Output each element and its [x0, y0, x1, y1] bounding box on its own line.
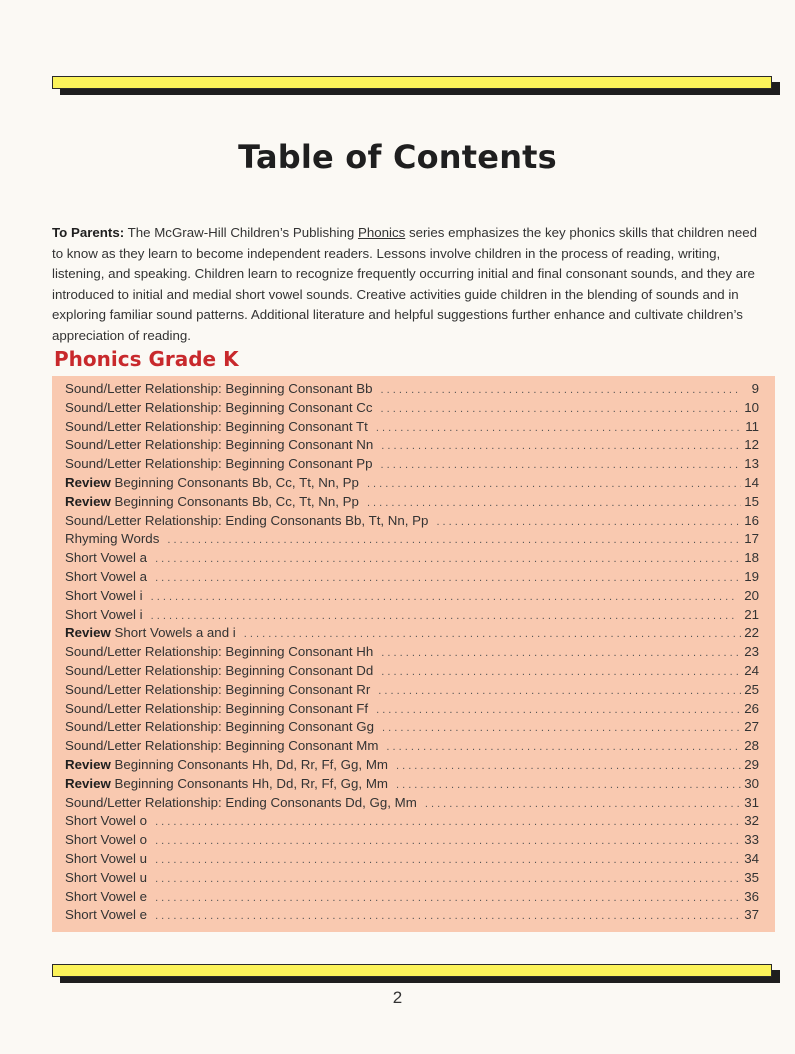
toc-entry-title — [65, 813, 147, 828]
toc-entry-text: Short Vowel e — [65, 888, 148, 904]
toc-entry — [65, 607, 759, 626]
toc-leader-dots — [378, 685, 741, 697]
toc-entry — [65, 475, 759, 494]
top-accent-bar — [52, 76, 772, 89]
toc-entry-title — [65, 494, 359, 509]
toc-entry-text: Short Vowel u — [65, 869, 148, 885]
toc-entry-text: Short Vowel a — [65, 550, 148, 566]
toc-entry-page: 23 — [744, 644, 759, 660]
toc-entry-title — [65, 625, 236, 640]
toc-entry-text: Rhyming Words — [65, 531, 160, 547]
toc-entry-page: 30 — [744, 775, 759, 791]
toc-entry-page: 19 — [744, 568, 759, 584]
toc-entry-page: 35 — [744, 869, 759, 885]
toc-entry-title — [65, 513, 428, 528]
toc-entry-text: Beginning Consonants Hh, Dd, Rr, Ff, Gg, Mm — [110, 756, 388, 772]
toc-entry-page: 34 — [744, 850, 759, 866]
toc-entry-page: 14 — [744, 474, 759, 490]
toc-entry-text: Short Vowels a and i — [110, 625, 236, 641]
toc-entry-review-label: Review — [65, 493, 111, 509]
toc-leader-dots — [376, 704, 741, 716]
toc-leader-dots — [381, 647, 741, 659]
toc-entry-page: 31 — [744, 794, 759, 810]
toc-entry — [65, 381, 759, 400]
toc-entry-page: 25 — [744, 681, 759, 697]
toc-leader-dots — [396, 760, 741, 772]
toc-entry-page: 26 — [744, 700, 759, 716]
toc-entry-text: Sound/Letter Relationship: Beginning Consonant Tt — [65, 418, 368, 434]
toc-entry-page: 37 — [744, 907, 759, 923]
bottom-accent-bar — [52, 964, 772, 977]
toc-entry — [65, 701, 759, 720]
toc-leader-dots — [425, 798, 741, 810]
toc-entry-title — [65, 870, 147, 885]
toc-entry-text: Sound/Letter Relationship: Ending Consonants Bb, Tt, Nn, Pp — [65, 512, 429, 528]
toc-leader-dots — [381, 403, 742, 415]
toc-entry-text: Short Vowel i — [65, 606, 143, 622]
toc-entry-page: 12 — [744, 437, 759, 453]
toc-leader-dots — [386, 741, 741, 753]
toc-leader-dots — [381, 440, 741, 452]
toc-entry-title — [65, 419, 368, 434]
toc-leader-dots — [155, 572, 741, 584]
toc-entry-text: Short Vowel o — [65, 832, 148, 848]
toc-entry — [65, 795, 759, 814]
toc-entry-text: Sound/Letter Relationship: Beginning Consonant Ff — [65, 700, 369, 716]
phonics-series-title: Phonics — [357, 225, 406, 241]
intro-text-before-link: The McGraw-Hill Children’s Publishing — [124, 225, 358, 241]
toc-entry-page: 20 — [744, 587, 759, 603]
toc-entry-page: 21 — [744, 606, 759, 622]
toc-entry-page: 10 — [744, 399, 759, 415]
toc-entry — [65, 550, 759, 569]
toc-entry-page: 9 — [751, 381, 759, 396]
toc-entry-title — [65, 588, 143, 603]
toc-entry — [65, 870, 759, 889]
toc-entry-title — [65, 644, 373, 659]
toc-entry-text: Short Vowel u — [65, 850, 148, 866]
toc-entry-title — [65, 701, 368, 716]
toc-entry-page: 27 — [744, 719, 759, 735]
toc-entry — [65, 588, 759, 607]
toc-entry-text: Short Vowel e — [65, 907, 148, 923]
toc-entry-page: 28 — [744, 738, 759, 754]
toc-entry-title — [65, 475, 359, 490]
toc-entry-title — [65, 776, 388, 791]
toc-entry-page: 18 — [744, 550, 759, 566]
toc-entry — [65, 776, 759, 795]
toc-leader-dots — [381, 459, 742, 471]
toc-entry — [65, 738, 759, 757]
toc-entry-title — [65, 832, 147, 847]
toc-list — [52, 376, 775, 932]
toc-entry-title — [65, 437, 373, 452]
toc-entry — [65, 513, 759, 532]
toc-entry-title — [65, 663, 373, 678]
toc-entry-title — [65, 456, 373, 471]
toc-entry — [65, 569, 759, 588]
toc-entry — [65, 682, 759, 701]
toc-entry-title — [65, 719, 374, 734]
toc-leader-dots — [381, 384, 742, 396]
toc-entry-page: 17 — [744, 531, 759, 547]
toc-entry-text: Sound/Letter Relationship: Beginning Consonant Bb — [65, 381, 373, 396]
toc-entry-title — [65, 795, 417, 810]
toc-entry-page: 16 — [744, 512, 759, 528]
toc-entry — [65, 889, 759, 908]
toc-leader-dots — [155, 816, 741, 828]
toc-entry-title — [65, 381, 373, 396]
toc-entry-text: Sound/Letter Relationship: Beginning Consonant Rr — [65, 681, 371, 697]
toc-leader-dots — [367, 478, 741, 490]
toc-entry-text: Beginning Consonants Hh, Dd, Rr, Ff, Gg, Mm — [110, 775, 388, 791]
toc-entry-text: Sound/Letter Relationship: Beginning Consonant Cc — [65, 399, 373, 415]
toc-entry-review-label: Review — [65, 474, 111, 490]
toc-leader-dots — [381, 666, 741, 678]
intro-paragraph — [52, 223, 758, 346]
toc-entry-text: Sound/Letter Relationship: Beginning Consonant Mm — [65, 738, 379, 754]
toc-entry-title — [65, 607, 143, 622]
intro-text-after-link: series emphasizes the key phonics skills that children need to know as they learn to become independent readers. Lessons involve children in the process of reading, writing, listening, and speaking. Children learn to recognize frequently occurring initial and final consonant sounds, and they are introduced to initial and medial short vowel sounds. Creative activities guide children in the blending of sounds and in exploring familiar sound patterns. Additional literature and helpful suggestions further enhance and cultivate children’s appreciation of reading. — [52, 225, 758, 343]
toc-entry — [65, 832, 759, 851]
toc-leader-dots — [436, 516, 741, 528]
page-title: Table of Contents — [238, 138, 557, 176]
intro-lead: To Parents: — [52, 225, 125, 241]
toc-entry-text: Sound/Letter Relationship: Ending Consonants Dd, Gg, Mm — [65, 794, 417, 810]
toc-entry-page: 11 — [745, 418, 759, 434]
toc-entry-text: Sound/Letter Relationship: Beginning Consonant Hh — [65, 644, 374, 660]
toc-entry-title — [65, 531, 159, 546]
toc-entry-page: 33 — [744, 832, 759, 848]
toc-entry-text: Sound/Letter Relationship: Beginning Consonant Dd — [65, 662, 374, 678]
toc-entry-page: 36 — [744, 888, 759, 904]
toc-entry-page: 24 — [744, 662, 759, 678]
toc-entry — [65, 437, 759, 456]
toc-leader-dots — [155, 553, 741, 565]
toc-entry-title — [65, 550, 147, 565]
section-heading: Phonics Grade K — [54, 347, 239, 371]
toc-entry-title — [65, 738, 378, 753]
toc-entry — [65, 494, 759, 513]
toc-entry — [65, 400, 759, 419]
toc-entry-text: Short Vowel a — [65, 568, 148, 584]
toc-leader-dots — [155, 835, 741, 847]
toc-entry-text: Sound/Letter Relationship: Beginning Consonant Nn — [65, 437, 374, 453]
toc-leader-dots — [396, 779, 741, 791]
toc-leader-dots — [376, 422, 742, 434]
toc-leader-dots — [155, 854, 741, 866]
toc-entry — [65, 757, 759, 776]
toc-leader-dots — [167, 534, 741, 546]
toc-entry-review-label: Review — [65, 625, 111, 641]
toc-entry-page: 32 — [744, 813, 759, 829]
toc-entry-title — [65, 851, 147, 866]
toc-leader-dots — [155, 910, 741, 922]
toc-entry-review-label: Review — [65, 756, 111, 772]
toc-entry-title — [65, 889, 147, 904]
toc-entry — [65, 531, 759, 550]
toc-entry-text: Beginning Consonants Bb, Cc, Tt, Nn, Pp — [110, 493, 359, 509]
toc-entry-title — [65, 400, 373, 415]
toc-entry-text: Beginning Consonants Bb, Cc, Tt, Nn, Pp — [110, 474, 359, 490]
toc-entry-page: 22 — [744, 625, 759, 641]
toc-leader-dots — [155, 873, 741, 885]
toc-entry-review-label: Review — [65, 775, 111, 791]
toc-entry-title — [65, 757, 388, 772]
toc-leader-dots — [151, 591, 742, 603]
toc-entry-text: Short Vowel i — [65, 587, 143, 603]
toc-entry-title — [65, 682, 370, 697]
toc-entry-text: Short Vowel o — [65, 813, 148, 829]
toc-entry — [65, 907, 759, 926]
page-number: 2 — [392, 988, 403, 1007]
toc-entry-page: 29 — [744, 756, 759, 772]
toc-leader-dots — [367, 497, 741, 509]
toc-entry — [65, 625, 759, 644]
toc-entry — [65, 851, 759, 870]
toc-entry — [65, 663, 759, 682]
toc-entry-page: 13 — [744, 456, 759, 472]
toc-entry — [65, 419, 759, 438]
toc-entry — [65, 644, 759, 663]
toc-entry-text: Sound/Letter Relationship: Beginning Consonant Pp — [65, 456, 373, 472]
toc-entry-title — [65, 907, 147, 922]
toc-entry-title — [65, 569, 147, 584]
toc-entry — [65, 813, 759, 832]
toc-entry — [65, 719, 759, 738]
toc-entry — [65, 456, 759, 475]
toc-leader-dots — [155, 892, 741, 904]
toc-leader-dots — [151, 610, 742, 622]
toc-entry-page: 15 — [744, 493, 759, 509]
toc-leader-dots — [244, 628, 741, 640]
toc-leader-dots — [382, 722, 741, 734]
toc-entry-text: Sound/Letter Relationship: Beginning Consonant Gg — [65, 719, 374, 735]
